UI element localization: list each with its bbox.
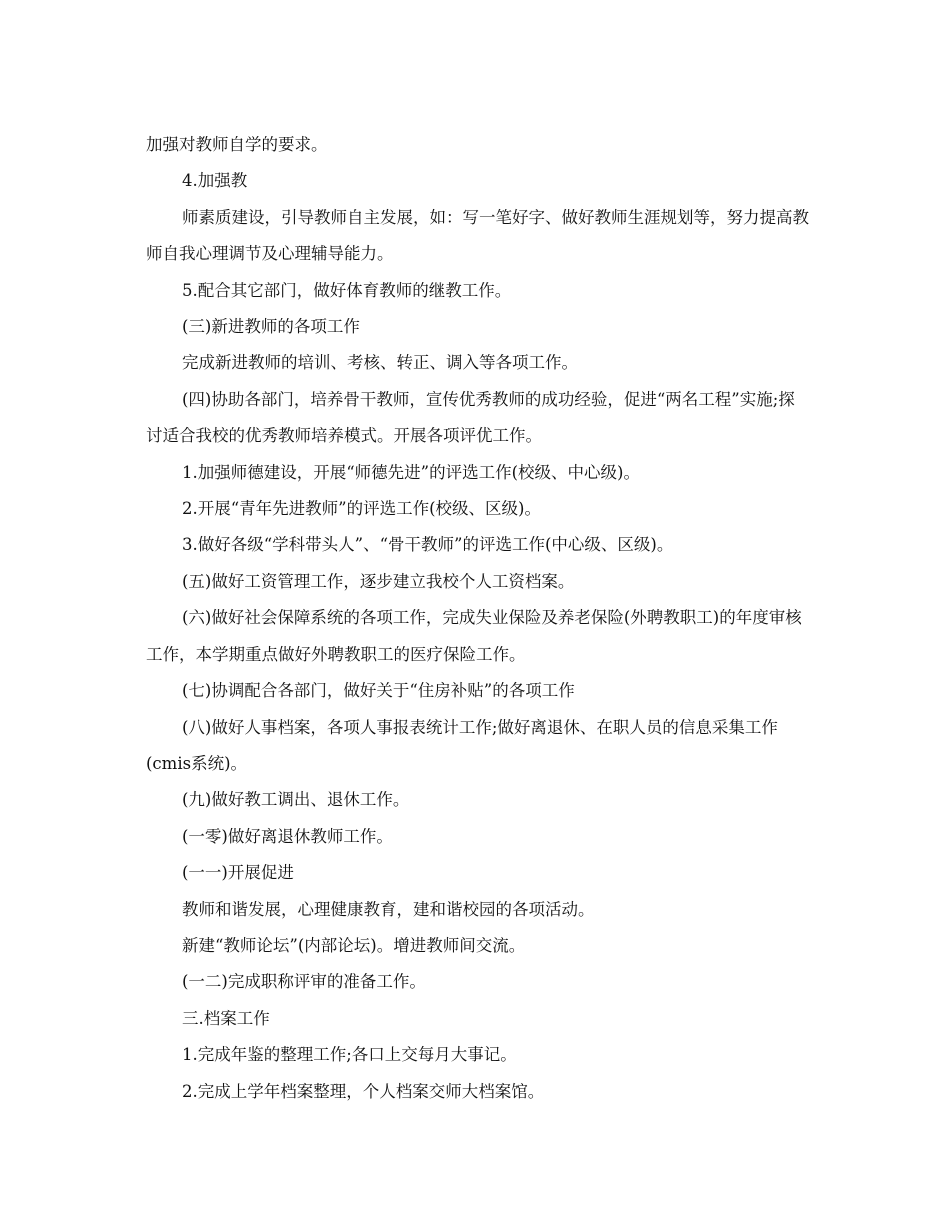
- paragraph: 师素质建设，引导教师自主发展，如：写一笔好字、做好教师生涯规划等，努力提高教师自我心理调节及心理辅导能力。: [146, 207, 809, 264]
- section-heading: (一一)开展促进: [182, 863, 294, 883]
- list-item: 2.开展“青年先进教师”的评选工作(校级、区级)。: [182, 499, 541, 519]
- paragraph: 4.加强教: [182, 171, 248, 191]
- paragraph: 新建“教师论坛”(内部论坛)。增进教师间交流。: [182, 935, 526, 955]
- paragraph: 完成新进教师的培训、考核、转正、调入等各项工作。: [182, 353, 578, 373]
- section-heading: 三.档案工作: [182, 1008, 270, 1028]
- document-body: [146, 127, 810, 1110]
- section-heading: (六)做好社会保障系统的各项工作，完成失业保险及养老保险(外聘教职工)的年度审核工作，本学期重点做好外聘教职工的医疗保险工作。: [146, 608, 802, 664]
- paragraph: 加强对教师自学的要求。: [146, 135, 328, 154]
- section-heading: (四)协助各部门，培养骨干教师，宣传优秀教师的成功经验，促进“两名工程”实施;探讨适合我校的优秀教师培养模式。开展各项评优工作。: [146, 389, 795, 446]
- list-item: 1.完成年鉴的整理工作;各口上交每月大事记。: [182, 1045, 517, 1065]
- paragraph: 教师和谐发展，心理健康教育，建和谐校园的各项活动。: [182, 899, 595, 919]
- section-heading: (三)新进教师的各项工作: [182, 317, 360, 337]
- section-heading: (七)协调配合各部门，做好关于“住房补贴”的各项工作: [182, 681, 575, 701]
- list-item: 1.加强师德建设，开展“师德先进”的评选工作(校级、中心级)。: [182, 462, 640, 482]
- section-heading: (五)做好工资管理工作，逐步建立我校个人工资档案。: [182, 571, 575, 591]
- section-heading: (一二)完成职称评审的准备工作。: [182, 972, 426, 992]
- section-heading: (九)做好教工调出、退休工作。: [182, 790, 410, 810]
- section-heading: (一零)做好离退休教师工作。: [182, 826, 393, 846]
- list-item: 2.完成上学年档案整理，个人档案交师大档案馆。: [182, 1081, 545, 1101]
- list-item: 3.做好各级“学科带头人”、“骨干教师”的评选工作(中心级、区级)。: [182, 535, 674, 555]
- paragraph: 5.配合其它部门，做好体育教师的继教工作。: [182, 280, 512, 300]
- section-heading: (八)做好人事档案，各项人事报表统计工作;做好离退休、在职人员的信息采集工作(cmis系统)。: [146, 717, 778, 773]
